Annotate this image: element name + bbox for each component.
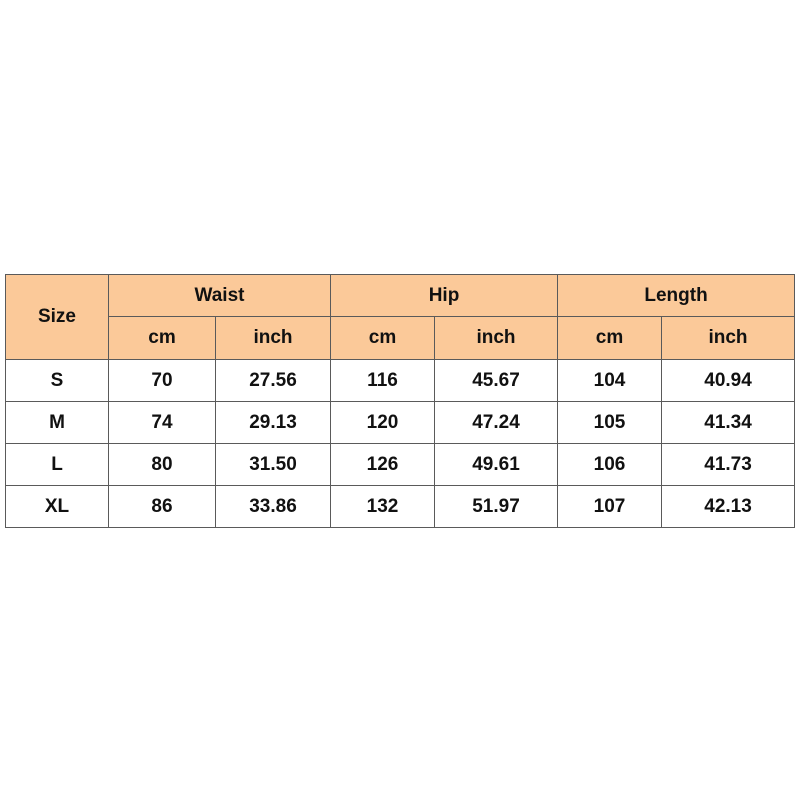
- table-row: [6, 402, 795, 444]
- waist-group-header: Waist: [109, 275, 331, 317]
- length-inch-header: inch: [662, 317, 795, 360]
- waist-inch-cell: 27.56: [216, 360, 331, 402]
- waist-cm-cell: 86: [109, 486, 216, 528]
- size-chart-table: [5, 274, 795, 528]
- length-cm-cell: 106: [558, 444, 662, 486]
- header-unit-row: [6, 317, 795, 360]
- table-row: [6, 444, 795, 486]
- header-group-row: [6, 275, 795, 317]
- length-inch-cell: 41.34: [662, 402, 795, 444]
- hip-group-header: Hip: [331, 275, 558, 317]
- table-header: [6, 275, 795, 360]
- waist-cm-cell: 74: [109, 402, 216, 444]
- size-cell: L: [6, 444, 109, 486]
- hip-inch-cell: 45.67: [435, 360, 558, 402]
- size-column-header: Size: [6, 275, 109, 360]
- length-cm-cell: 107: [558, 486, 662, 528]
- length-inch-cell: 40.94: [662, 360, 795, 402]
- hip-cm-cell: 126: [331, 444, 435, 486]
- size-cell: XL: [6, 486, 109, 528]
- waist-inch-cell: 29.13: [216, 402, 331, 444]
- hip-cm-header: cm: [331, 317, 435, 360]
- length-inch-cell: 42.13: [662, 486, 795, 528]
- size-cell: M: [6, 402, 109, 444]
- hip-inch-cell: 51.97: [435, 486, 558, 528]
- length-group-header: Length: [558, 275, 795, 317]
- hip-cm-cell: 132: [331, 486, 435, 528]
- length-cm-cell: 105: [558, 402, 662, 444]
- waist-inch-cell: 33.86: [216, 486, 331, 528]
- table-row: [6, 486, 795, 528]
- waist-inch-header: inch: [216, 317, 331, 360]
- waist-cm-cell: 70: [109, 360, 216, 402]
- hip-inch-cell: 49.61: [435, 444, 558, 486]
- length-cm-cell: 104: [558, 360, 662, 402]
- table-body: [6, 360, 795, 528]
- waist-cm-cell: 80: [109, 444, 216, 486]
- hip-cm-cell: 116: [331, 360, 435, 402]
- waist-inch-cell: 31.50: [216, 444, 331, 486]
- hip-inch-header: inch: [435, 317, 558, 360]
- table-row: [6, 360, 795, 402]
- hip-inch-cell: 47.24: [435, 402, 558, 444]
- waist-cm-header: cm: [109, 317, 216, 360]
- hip-cm-cell: 120: [331, 402, 435, 444]
- size-cell: S: [6, 360, 109, 402]
- length-inch-cell: 41.73: [662, 444, 795, 486]
- length-cm-header: cm: [558, 317, 662, 360]
